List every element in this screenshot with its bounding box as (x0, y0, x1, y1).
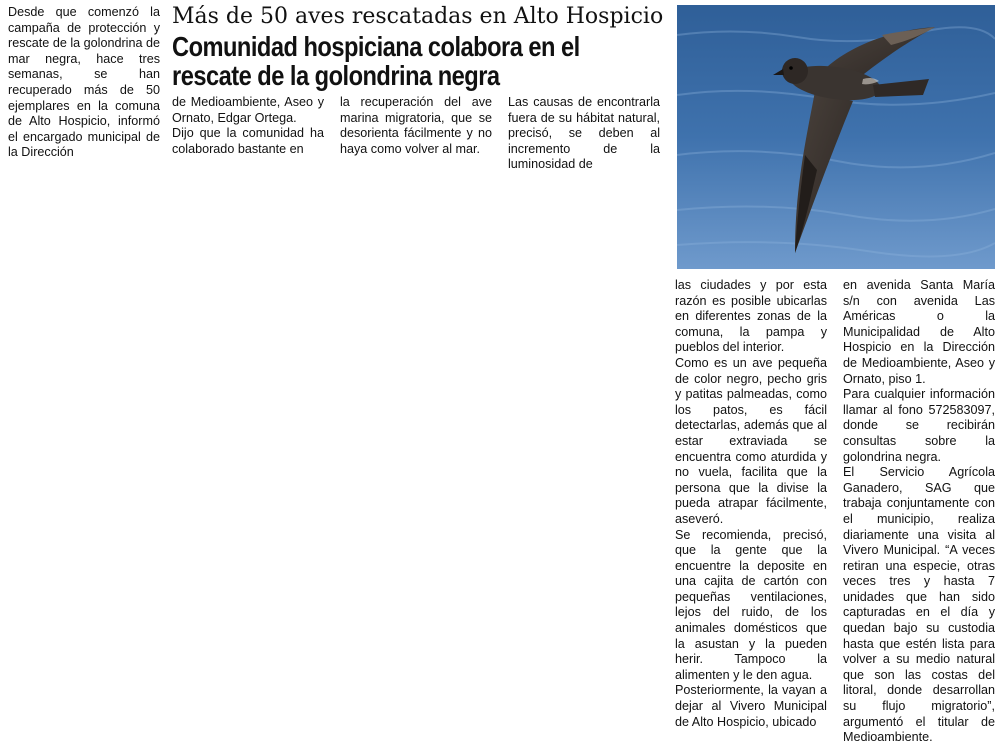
paragraph: la recuperación del ave marina migratoria, que se desorienta fácilmente y no haya como volver al mar. (340, 95, 492, 156)
paragraph: Como es un ave pequeña de color negro, pecho gris y patitas palmeadas, como los patos, es fácil detectarlas, además que al estar extraviada se encuentra como aturdida y no vuela, facilita que la persona que la divise la pueda atrapar fácilmente, aseveró. (675, 355, 827, 526)
paragraph: en avenida Santa María s/n con avenida Las Américas o la Municipalidad de Alto Hospicio en la Dirección de Medioambiente, Aseo y Ornato, piso 1. (843, 278, 995, 386)
article-column-4 (508, 95, 660, 173)
article-column-3 (340, 95, 492, 157)
paragraph: Desde que comenzó la campaña de protección y rescate de la golondrina de mar negra, hace tres semanas, se han recuperado más de 50 ejemplares en la comuna de Alto Hospicio, informó el encargado municipal de la Dirección (8, 5, 160, 160)
article-column-1 (8, 5, 160, 161)
paragraph: las ciudades y por esta razón es posible ubicarlas en diferentes zonas de la comuna, la pampa y pueblos del interior. (675, 278, 827, 355)
article-kicker: Más de 50 aves rescatadas en Alto Hospicio (172, 4, 664, 29)
article-column-5 (675, 278, 827, 730)
article-headline: Comunidad hospiciana colabora en el rescate de la golondrina negra (172, 31, 580, 91)
paragraph: El Servicio Agrícola Ganadero, SAG que trabaja conjuntamente con el municipio, realiza diariamente una visita al Vivero Municipal. “A veces retiran una especie, otras veces tres y hasta 7 unidades que han sido capturadas en el día y quedan bajo su custodia hasta que estén lista para volver a su medio natural que son las costas del litoral, donde desarrollan su flujo migratorio”, argumentó el titular de Medioambiente. (843, 465, 995, 745)
bird-photo (677, 5, 995, 269)
storm-petrel-image (677, 5, 995, 269)
article-column-6 (843, 278, 995, 746)
paragraph: Posteriormente, la vayan a dejar al Vivero Municipal de Alto Hospicio, ubicado (675, 683, 827, 729)
paragraph: Las causas de encontrarla fuera de su hábitat natural, precisó, se deben al incremento de la luminosidad de (508, 95, 660, 172)
article-column-2 (172, 95, 324, 157)
paragraph: Dijo que la comunidad ha colaborado bastante en (172, 126, 324, 156)
paragraph: de Medioambiente, Aseo y Ornato, Edgar Ortega. (172, 95, 324, 125)
paragraph: Para cualquier información llamar al fono 572583097, donde se recibirán consultas sobre la golondrina negra. (843, 387, 995, 464)
paragraph: Se recomienda, precisó, que la gente que la encuentre la deposite en una cajita de cartón con pequeñas ventilaciones, lejos del ruido, de los animales domésticos que la asustan y la pueden herir. Tampoco la alimenten y le den agua. (675, 527, 827, 682)
